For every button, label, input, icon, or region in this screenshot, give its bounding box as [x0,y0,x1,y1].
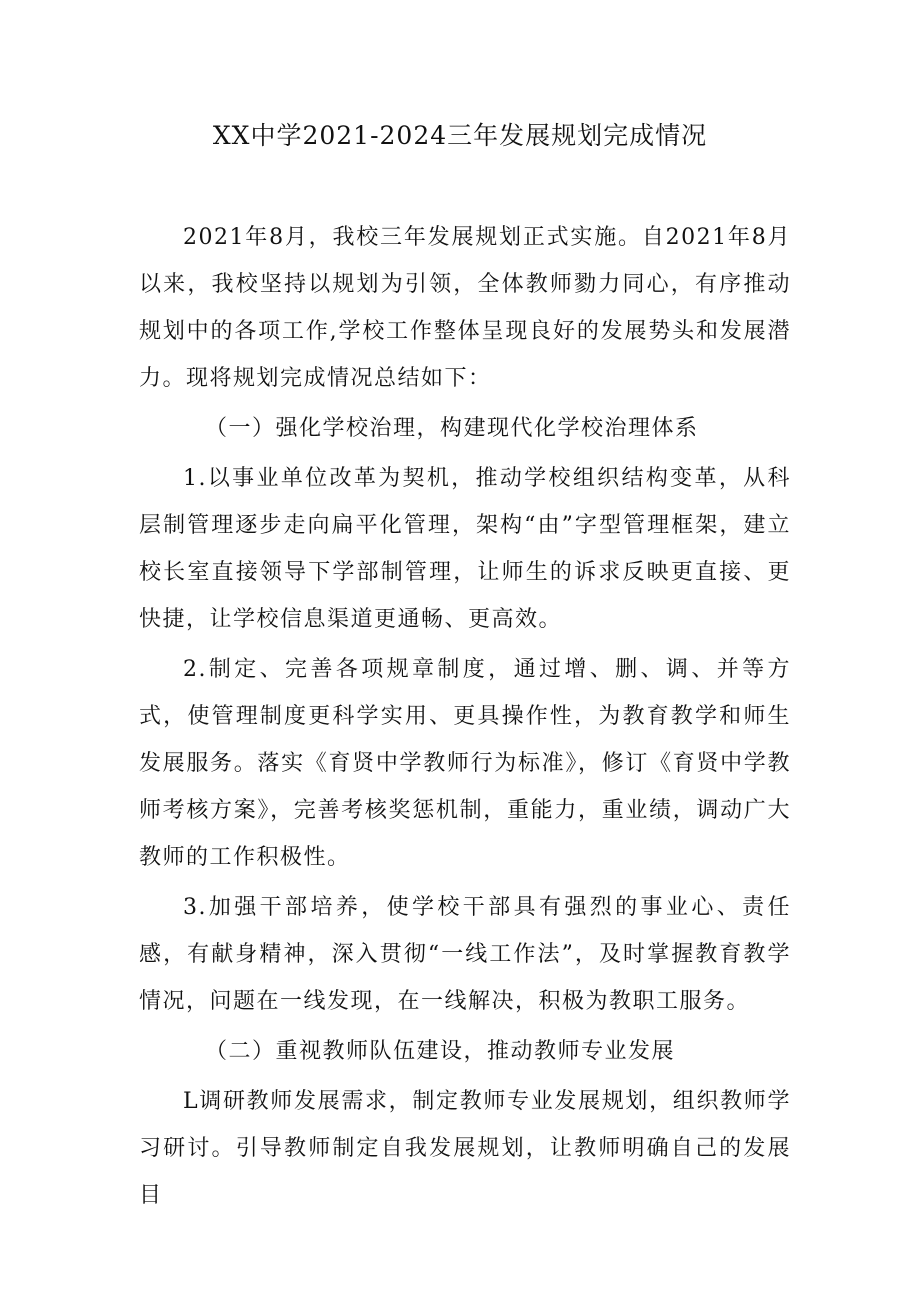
item-paragraph-2: 2.制定、完善各项规章制度，通过增、删、调、并等方式，使管理制度更科学实用、更具操作性，为教育教学和师生发展服务。落实《育贤中学教师行为标准》，修订《育贤中学教师考核方案》，完善考核奖惩机制，重能力，重业绩，调动广大教师的工作积极性。 [139,657,791,870]
document-title: XX中学2021-2024三年发展规划完成情况 [212,121,708,150]
section-heading-1: （一）强化学校治理，构建现代化学校治理体系 [205,416,699,441]
item-paragraph-4: L调研教师发展需求，制定教师专业发展规划，组织教师学习研讨。引导教师制定自我发展规划，让教师明确自己的发展目 [139,1089,791,1208]
item-paragraph-1: 1.以事业单位改革为契机，推动学校组织结构变革，从科层制管理逐步走向扁平化管理，架构“由”字型管理框架，建立校长室直接领导下学部制管理，让师生的诉求反映更直接、更快捷，让学校信息渠道更通畅、更高效。 [139,466,791,632]
document-body [139,214,791,1219]
section-heading-2: （二）重视教师队伍建设，推动教师专业发展 [205,1039,676,1064]
intro-paragraph: 2021年8月，我校三年发展规划正式实施。自2021年8月以来，我校坚持以规划为引领，全体教师勠力同心，有序推动规划中的各项工作,学校工作整体呈现良好的发展势头和发展潜力。现将规划完成情况总结如下： [139,225,791,391]
item-paragraph-3: 3.加强干部培养，使学校干部具有强烈的事业心、责任感，有献身精神，深入贯彻“一线工作法”，及时掌握教育教学情况，问题在一线发现，在一线解决，积极为教职工服务。 [139,895,791,1014]
